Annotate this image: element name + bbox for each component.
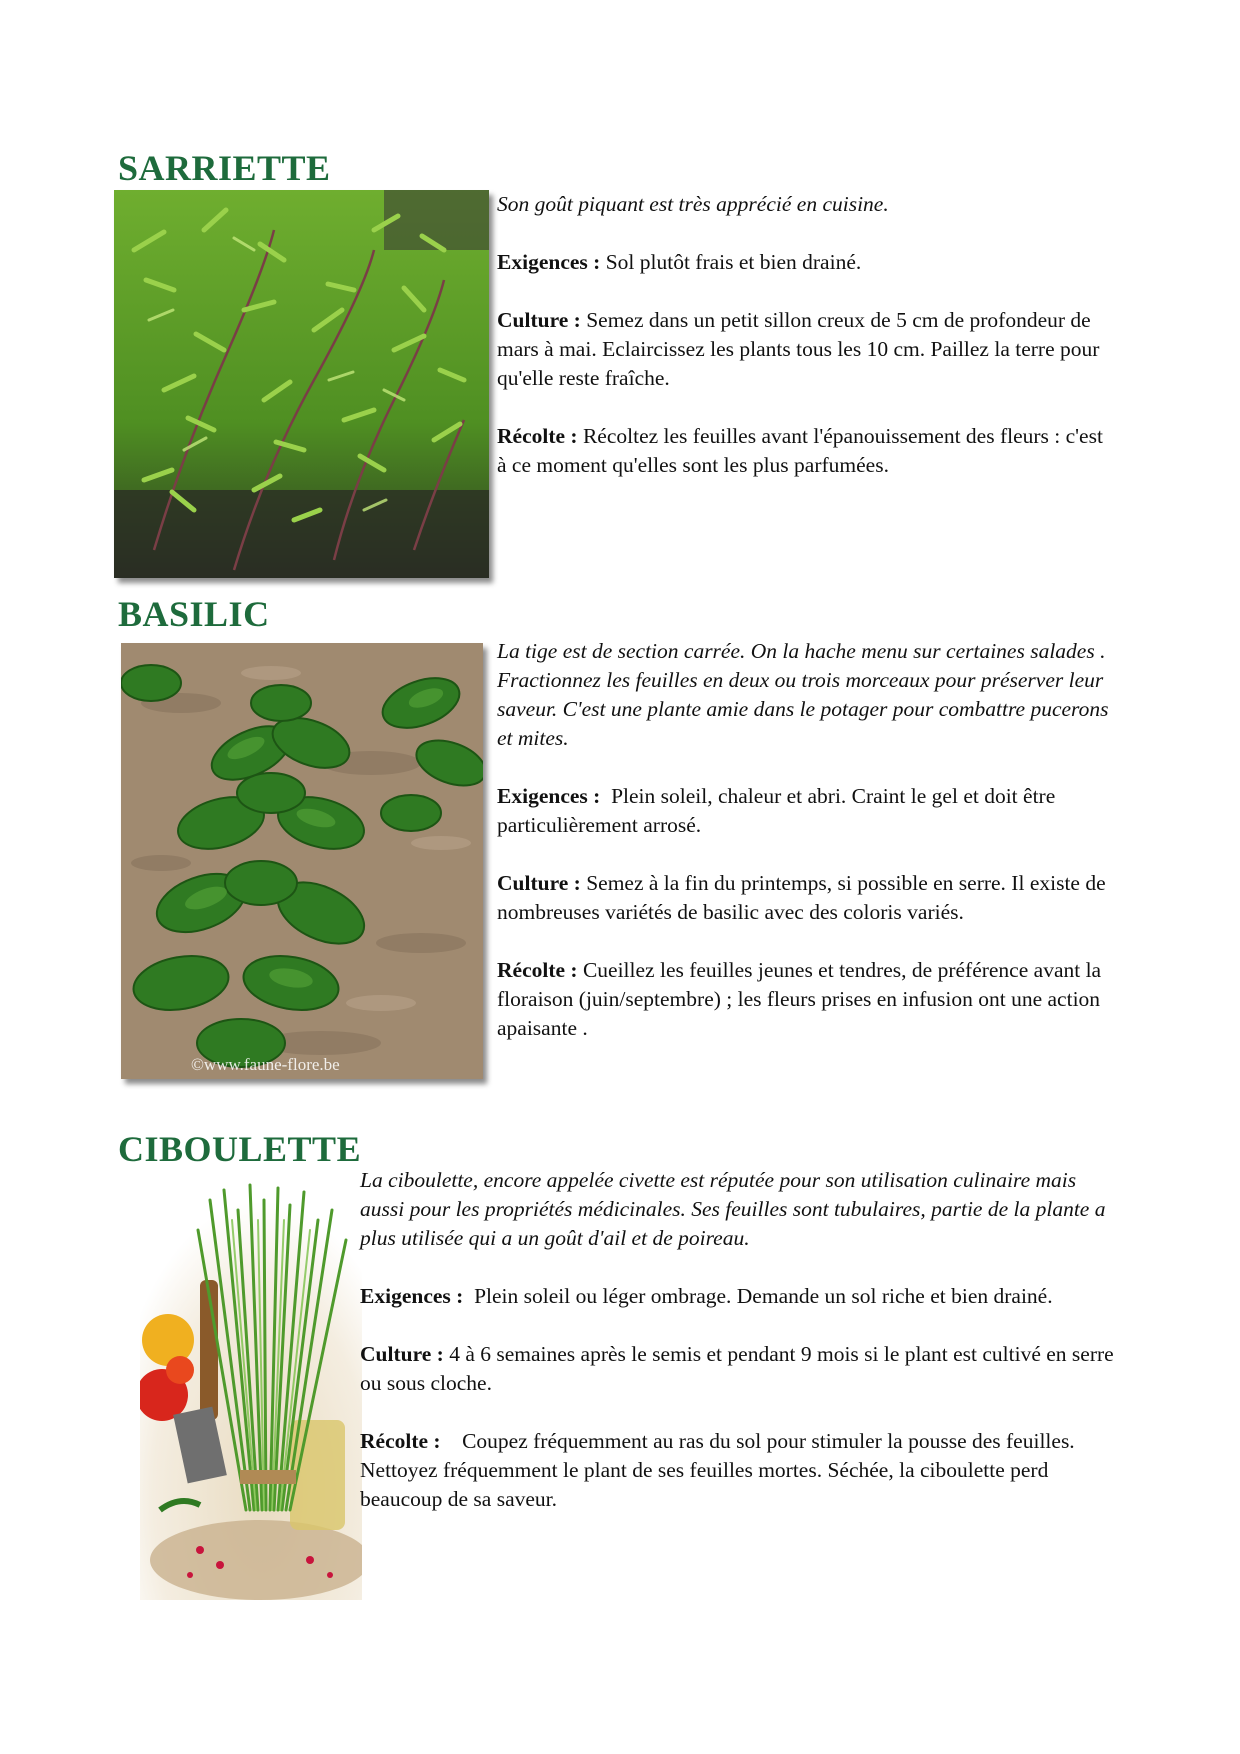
sarriette-text — [497, 190, 1112, 509]
section-title-basilic: BASILIC — [118, 594, 270, 634]
basilic-culture — [497, 869, 1127, 927]
exigences-text: Plein soleil, chaleur et abri. Craint le gel et doit être particulièrement arrosé. — [497, 784, 1056, 837]
ciboulette-recolte — [360, 1427, 1120, 1514]
culture-text: Semez dans un petit sillon creux de 5 cm de profondeur de mars à mai. Eclaircissez les plants tous les 10 cm. Paillez la terre pour qu'elle reste fraîche. — [497, 308, 1100, 390]
basilic-intro: La tige est de section carrée. On la hache menu sur certaines salades . Fractionnez les feuilles en deux ou trois morceaux pour préserver leur saveur. C'est une plante amie dans le potager pour combattre pucerons et mites. — [497, 639, 1109, 750]
ciboulette-culture — [360, 1340, 1120, 1398]
recolte-text: Coupez fréquemment au ras du sol pour stimuler la pousse des feuilles. Nettoyez fréquemment le plant de ses feuilles mortes. Séchée, la ciboulette perd beaucoup de sa saveur. — [360, 1429, 1075, 1511]
photo-watermark: ©www.faune-flore.be — [191, 1055, 340, 1074]
recolte-label: Récolte : — [497, 424, 578, 448]
sarriette-recolte — [497, 422, 1112, 480]
recolte-text: Cueillez les feuilles jeunes et tendres, de préférence avant la floraison (juin/septembre) ; les fleurs prises en infusion ont une action apaisante . — [497, 958, 1102, 1040]
culture-label: Culture : — [497, 871, 581, 895]
ciboulette-exigences — [360, 1282, 1120, 1311]
sarriette-intro: Son goût piquant est très apprécié en cuisine. — [497, 192, 889, 216]
basilic-recolte — [497, 956, 1127, 1043]
savory-plant-photo — [114, 190, 489, 578]
recolte-label: Récolte : — [497, 958, 578, 982]
culture-text: Semez à la fin du printemps, si possible en serre. Il existe de nombreuses variétés de basilic avec des coloris variés. — [497, 871, 1106, 924]
recolte-label: Récolte : — [360, 1429, 441, 1453]
exigences-text: Sol plutôt frais et bien drainé. — [605, 250, 862, 274]
basilic-exigences — [497, 782, 1127, 840]
basil-plant-photo — [121, 643, 483, 1079]
exigences-label: Exigences : — [497, 784, 601, 808]
culture-label: Culture : — [360, 1342, 444, 1366]
ciboulette-intro: La ciboulette, encore appelée civette est réputée pour son utilisation culinaire mais aussi pour les propriétés médicinales. Ses feuilles sont tubulaires, partie de la plante a plus utilisée qui a un goût d'ail et de poireau. — [360, 1168, 1106, 1250]
culture-label: Culture : — [497, 308, 581, 332]
chives-bundle-photo — [140, 1180, 362, 1600]
section-title-ciboulette: CIBOULETTE — [118, 1129, 362, 1169]
section-title-sarriette: SARRIETTE — [118, 148, 331, 188]
exigences-label: Exigences : — [360, 1284, 464, 1308]
sarriette-exigences — [497, 248, 1112, 277]
recolte-text: Récoltez les feuilles avant l'épanouissement des fleurs : c'est à ce moment qu'elles sont les plus parfumées. — [497, 424, 1103, 477]
basilic-text — [497, 637, 1127, 1072]
exigences-text: Plein soleil ou léger ombrage. Demande un sol riche et bien drainé. — [474, 1284, 1053, 1308]
ciboulette-text — [360, 1166, 1120, 1543]
exigences-label: Exigences : — [497, 250, 601, 274]
sarriette-culture — [497, 306, 1112, 393]
culture-text: 4 à 6 semaines après le semis et pendant 9 mois si le plant est cultivé en serre ou sous cloche. — [360, 1342, 1114, 1395]
